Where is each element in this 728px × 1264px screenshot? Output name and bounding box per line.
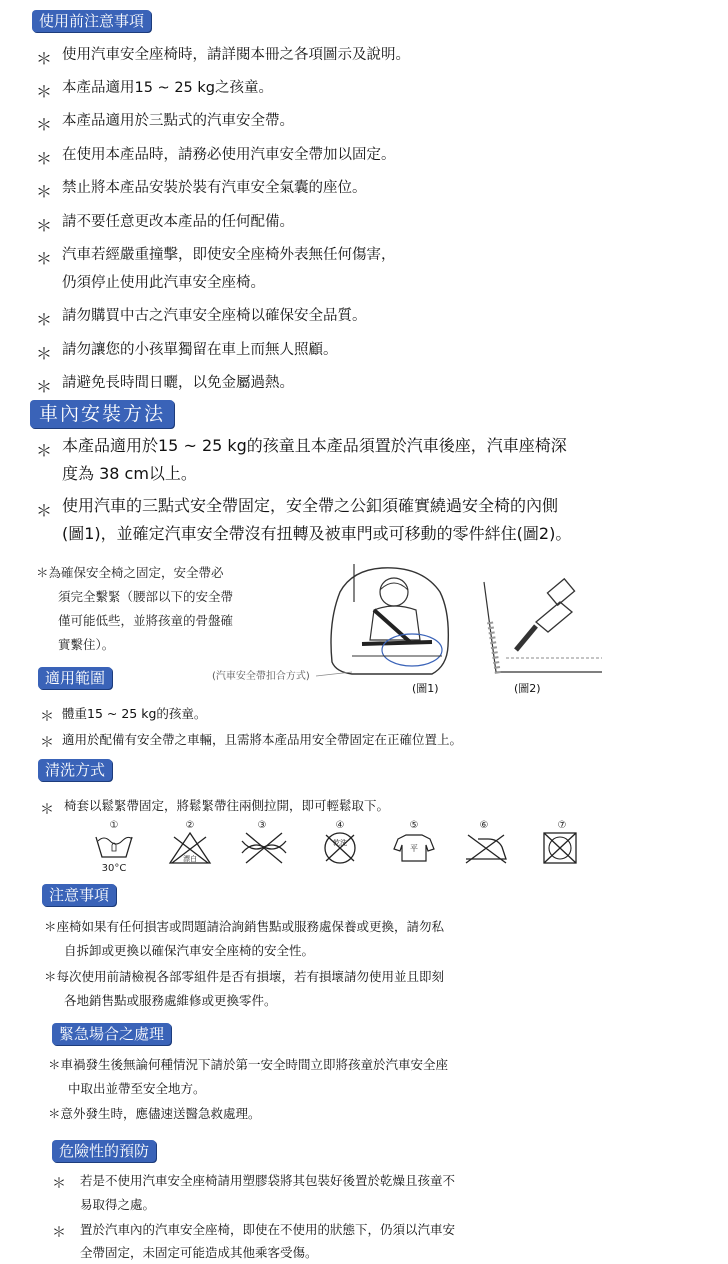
hazard-item-continued: 易取得之處。 <box>80 1197 156 1212</box>
care-symbol-no-iron <box>462 820 506 868</box>
care-symbol-wash-30 <box>92 820 136 874</box>
bullet-star: ＊ <box>40 709 54 725</box>
installation-item-continued: 度為 38 cm以上。 <box>62 464 197 483</box>
side-note-line: 實繫住）。 <box>58 637 115 652</box>
bullet-star: ＊ <box>36 344 53 363</box>
figure-1-child-seat <box>322 562 470 682</box>
figure-caption: (汽車安全帶扣合方式) <box>212 671 310 682</box>
bullet-star: ＊ <box>36 441 53 460</box>
section-heading-installation: 車內安裝方法 <box>30 400 174 428</box>
bullet-star: ＊ <box>36 149 53 168</box>
care-number: ⑥ <box>479 820 489 831</box>
precaution-item: 請勿購買中古之汽車安全座椅以確保安全品質。 <box>62 308 367 324</box>
installation-item: 使用汽車的三點式安全帶固定，安全帶之公釦須確實繞過安全椅的內側 <box>62 496 559 515</box>
bullet-star: ＊ <box>36 249 53 268</box>
dry-clean-label: 乾洗 <box>333 839 347 847</box>
care-number: ② <box>185 820 195 831</box>
wash-30-icon <box>92 831 136 865</box>
emergency-item-continued: 中取出並帶至安全地方。 <box>68 1081 206 1096</box>
side-note-line: 僅可能低些，並將孩童的骨盤確 <box>58 613 234 628</box>
care-symbol-no-bleach <box>168 820 212 868</box>
emergency-item: ＊車禍發生後無論何種情況下請於第一安全時間立即將孩童於汽車安全座 <box>48 1057 449 1072</box>
no-tumble-dry-icon <box>540 831 580 865</box>
caption-pointer <box>314 670 354 682</box>
bullet-star: ＊ <box>40 735 54 751</box>
figure-2-buckle <box>476 562 606 682</box>
bullet-star: ＊ <box>36 182 53 201</box>
precaution-item: 本產品適用於三點式的汽車安全帶。 <box>62 113 294 129</box>
no-dry-clean-icon <box>318 831 362 865</box>
flat-dry-icon <box>392 831 436 865</box>
bullet-star: ＊ <box>36 377 53 396</box>
bullet-star: ＊ <box>36 310 53 329</box>
installation-item-continued: (圖1)，並確定汽車安全帶沒有扭轉及被車門或可移動的零件絆住(圖2)。 <box>62 524 572 543</box>
bullet-star: ＊ <box>52 1225 66 1241</box>
side-note-line: ＊為確保安全椅之固定，安全帶必 <box>36 565 224 580</box>
section-heading-scope: 適用範圍 <box>38 667 112 689</box>
wash-temperature: 30°C <box>101 863 127 874</box>
bullet-star: ＊ <box>52 1176 66 1192</box>
section-heading-precautions: 使用前注意事項 <box>32 10 151 32</box>
scope-item: 體重15 ~ 25 kg的孩童。 <box>62 706 207 721</box>
emergency-item: ＊意外發生時，應儘速送醫急救處理。 <box>48 1106 261 1121</box>
no-bleach-icon <box>168 831 212 865</box>
bullet-star: ＊ <box>36 82 53 101</box>
precaution-item-continued: 仍須停止使用此汽車安全座椅。 <box>62 275 265 291</box>
precaution-item: 請避免長時間日曬，以免金屬過熱。 <box>62 375 294 391</box>
notes-item: ＊每次使用前請檢視各部零組件是否有損壞，若有損壞請勿使用並且即刻 <box>44 969 445 984</box>
precaution-item: 本產品適用15 ~ 25 kg之孩童。 <box>62 80 273 96</box>
precaution-item: 在使用本產品時，請務必使用汽車安全帶加以固定。 <box>62 147 396 163</box>
precaution-item: 禁止將本產品安裝於裝有汽車安全氣囊的座位。 <box>62 180 367 196</box>
bullet-star: ＊ <box>36 501 53 520</box>
care-number: ⑦ <box>557 820 567 831</box>
section-heading-notes: 注意事項 <box>42 884 116 906</box>
hazard-item-continued: 全帶固定，未固定可能造成其他乘客受傷。 <box>80 1245 318 1260</box>
notes-item-continued: 各地銷售點或服務處維修或更換零件。 <box>64 993 277 1008</box>
notes-item: ＊座椅如果有任何損害或問題請洽詢銷售點或服務處保養或更換，請勿私 <box>44 919 445 934</box>
scope-item: 適用於配備有安全帶之車輛，且需將本產品用安全帶固定在正確位置上。 <box>62 732 463 747</box>
bullet-star: ＊ <box>36 216 53 235</box>
side-note-line: 須完全繫緊（腰部以下的安全帶 <box>58 589 234 604</box>
care-number: ① <box>109 820 119 831</box>
bullet-star: ＊ <box>36 49 53 68</box>
care-symbol-no-tumble-dry <box>540 820 584 868</box>
hazard-item: 若是不使用汽車安全座椅請用塑膠袋將其包裝好後置於乾燥且孩童不 <box>80 1173 456 1188</box>
section-heading-emergency: 緊急場合之處理 <box>52 1023 171 1045</box>
section-heading-washing: 清洗方式 <box>38 759 112 781</box>
precaution-item: 汽車若經嚴重撞擊，即使安全座椅外表無任何傷害， <box>62 247 396 263</box>
figure-1-label: (圖1) <box>412 682 439 695</box>
care-symbol-no-dry-clean <box>318 820 362 868</box>
care-symbol-flat-dry <box>392 820 436 868</box>
notes-item-continued: 自拆卸或更換以確保汽車安全座椅的安全性。 <box>64 943 315 958</box>
precaution-item: 請不要任意更改本產品的任何配備。 <box>62 214 294 230</box>
bullet-star: ＊ <box>36 115 53 134</box>
care-number: ③ <box>257 820 267 831</box>
figure-2-label: (圖2) <box>514 682 541 695</box>
section-heading-hazard: 危險性的預防 <box>52 1140 156 1162</box>
care-number: ④ <box>335 820 345 831</box>
care-symbol-no-wring <box>240 820 284 868</box>
installation-item: 本產品適用於15 ~ 25 kg的孩童且本產品須置於汽車後座，汽車座椅深 <box>62 436 567 455</box>
precaution-item: 使用汽車安全座椅時，請詳閱本冊之各項圖示及說明。 <box>62 47 410 63</box>
bullet-star: ＊ <box>40 802 54 818</box>
washing-item: 椅套以鬆緊帶固定，將鬆緊帶往兩側拉開，即可輕鬆取下。 <box>64 798 390 813</box>
flat-label: 平 <box>410 844 418 853</box>
care-number: ⑤ <box>409 820 419 831</box>
no-wring-icon <box>240 831 288 865</box>
bleach-label: 漂白 <box>183 855 197 863</box>
precaution-item: 請勿讓您的小孩單獨留在車上而無人照顧。 <box>62 342 338 358</box>
hazard-item: 置於汽車內的汽車安全座椅，即使在不使用的狀態下，仍須以汽車安 <box>80 1222 456 1237</box>
no-iron-icon <box>462 831 510 865</box>
